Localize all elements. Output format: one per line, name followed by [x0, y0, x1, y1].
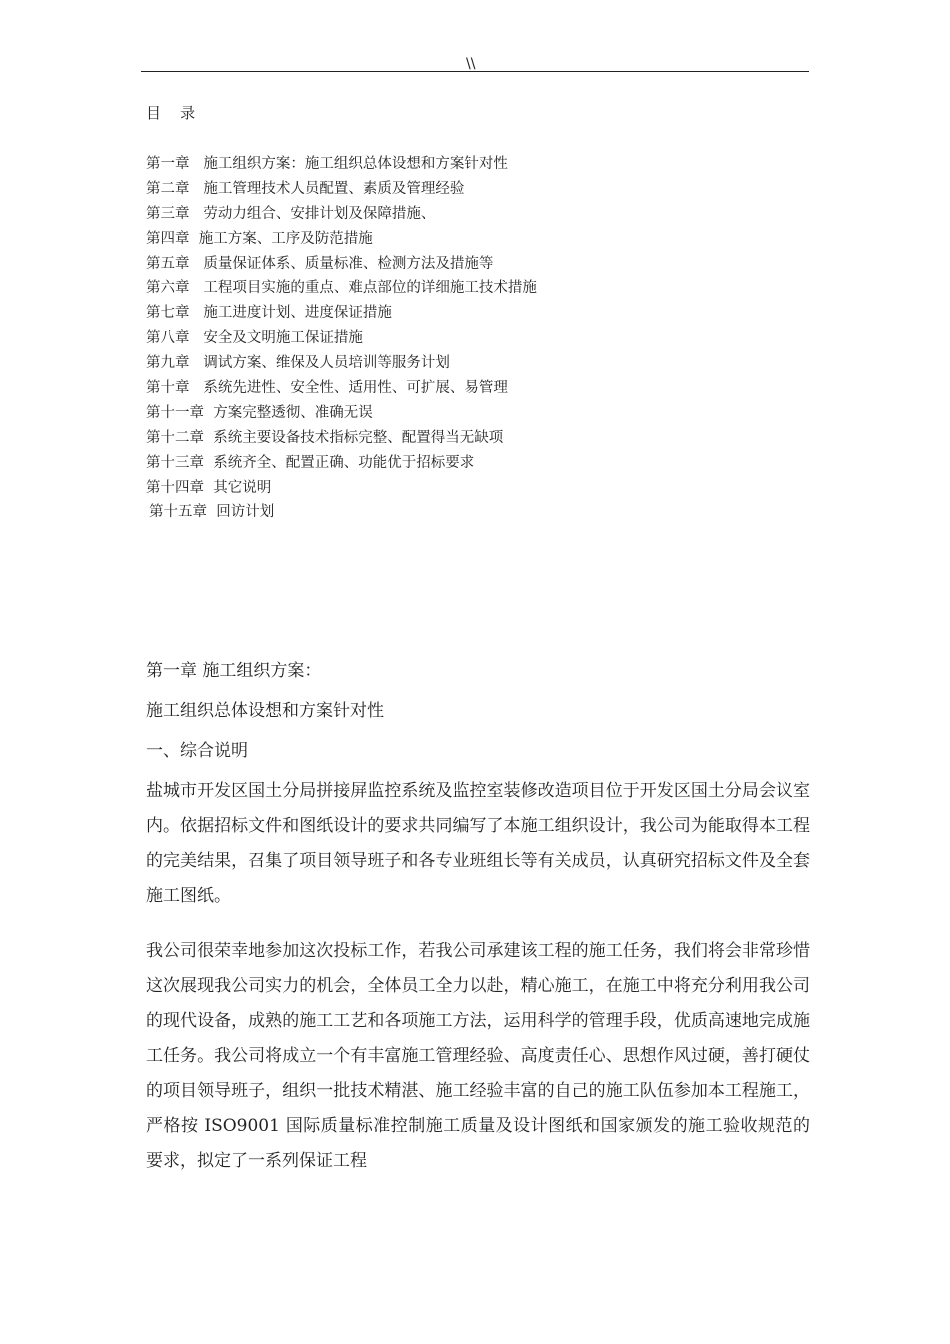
- body-paragraph: 盐城市开发区国土分局拼接屏监控系统及监控室装修改造项目位于开发区国土分局会议室内。依据招标文件和图纸设计的要求共同编写了本施工组织设计，我公司为能取得本工程的完美结果，召集了项目领导班子和各专业班组长等有关成员，认真研究招标文件及全套施工图纸。: [146, 781, 810, 906]
- toc-item: 第十四章 其它说明: [146, 479, 272, 496]
- toc-item: 第十五章 回访计划: [149, 504, 275, 521]
- chapter-heading: 第一章 施工组织方案：: [146, 661, 322, 681]
- toc-item: 第十一章 方案完整透彻、准确无误: [146, 404, 373, 421]
- toc-item: 第八章 安全及文明施工保证措施: [146, 330, 363, 347]
- header-rule: [141, 71, 809, 72]
- toc-title: 目 录: [146, 104, 196, 122]
- toc-item: 第三章 劳动力组合、安排计划及保障措施、: [146, 205, 436, 222]
- toc-item: 第十三章 系统齐全、配置正确、功能优于招标要求: [146, 454, 475, 471]
- toc-item: 第六章 工程项目实施的重点、难点部位的详细施工技术措施: [146, 280, 537, 297]
- toc-item: 第七章 施工进度计划、进度保证措施: [146, 305, 392, 322]
- toc-item: 第十二章 系统主要设备技术指标完整、配置得当无缺项: [146, 429, 504, 446]
- toc-list: [146, 152, 537, 525]
- header-mark: \\: [466, 56, 476, 72]
- section-heading: 一、综合说明: [146, 741, 248, 761]
- toc-item: 第五章 质量保证体系、质量标准、检测方法及措施等: [146, 255, 494, 272]
- chapter-subheading: 施工组织总体设想和方案针对性: [146, 701, 384, 721]
- toc-item: 第一章 施工组织方案：施工组织总体设想和方案针对性: [146, 156, 508, 172]
- toc-item: 第二章 施工管理技术人员配置、素质及管理经验: [146, 180, 465, 197]
- toc-item: 第四章 施工方案、工序及防范措施: [146, 230, 373, 247]
- body-paragraph: 我公司很荣幸地参加这次投标工作，若我公司承建该工程的施工任务，我们将会非常珍惜这次展现我公司实力的机会，全体员工全力以赴，精心施工，在施工中将充分利用我公司的现代设备，成熟的施工工艺和各项施工方法，运用科学的管理手段，优质高速地完成施工任务。我公司将成立一个有丰富施工管理经验、高度责任心、思想作风过硬，善打硬仗的项目领导班子，组织一批技术精湛、施工经验丰富的自己的施工队伍参加本工程施工，严格按 ISO9001 国际质量标准控制施工质量及设计图纸和国家颁发的施工验收规范的要求，拟定了一系列保证工程: [146, 941, 810, 1171]
- toc-item: 第九章 调试方案、维保及人员培训等服务计划: [146, 355, 450, 372]
- toc-item: 第十章 系统先进性、安全性、适用性、可扩展、易管理: [146, 380, 508, 397]
